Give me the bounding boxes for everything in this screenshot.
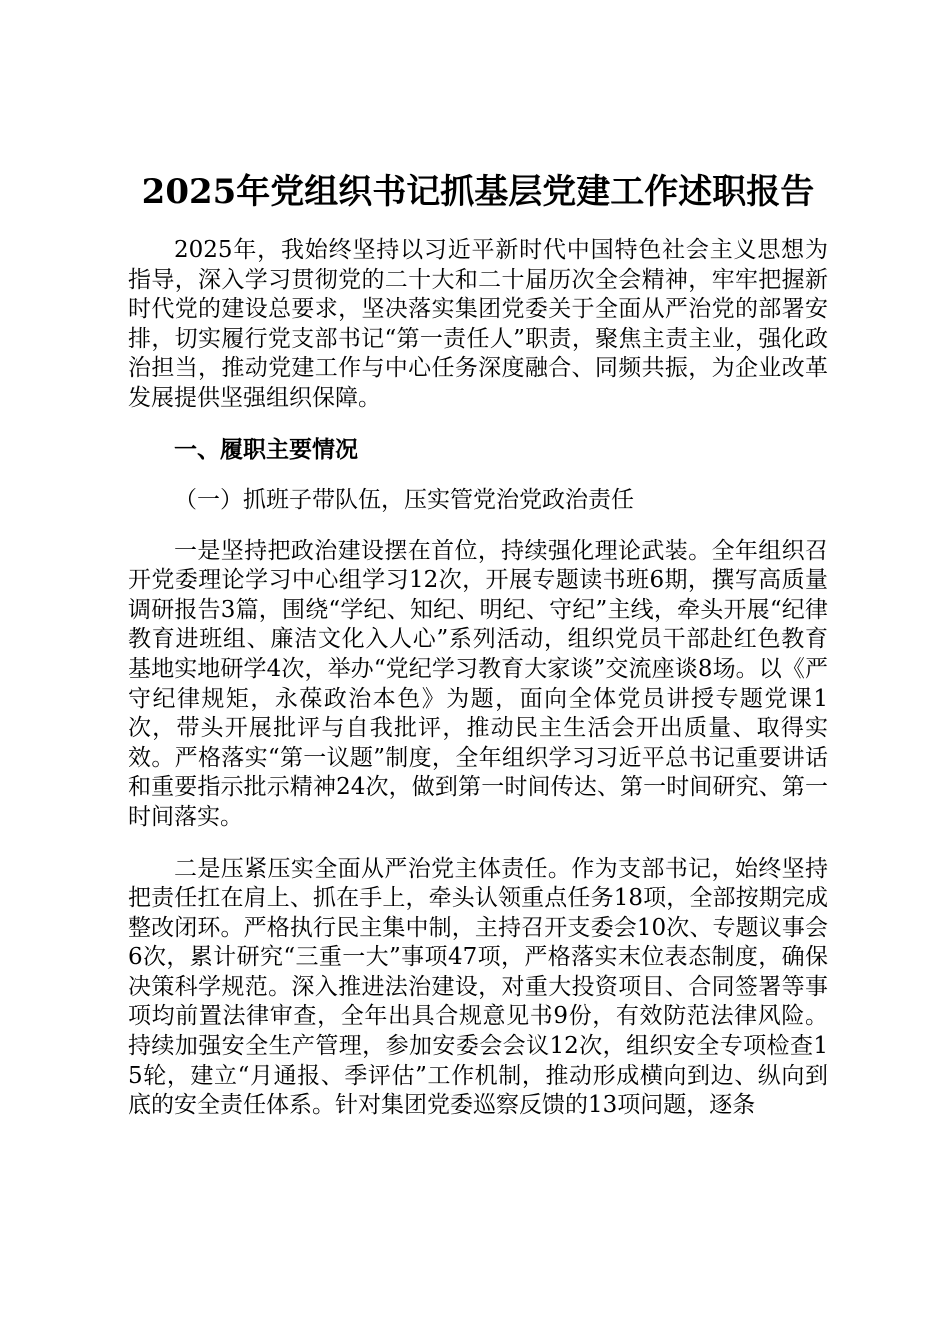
body-paragraph-2: 二是压紧压实全面从严治党主体责任。作为支部书记，始终坚持把责任扛在肩上、抓在手上，牵头认领重点任务18项，全部按期完成整改闭环。严格执行民主集中制，主持召开支委会10次、专题议事会6次，累计研究“三重一大”事项47项，严格落实末位表态制度，确保决策科学规范。深入推进法治建设，对重大投资项目、合同签署等事项均前置法律审查，全年出具合规意见书9份，有效防范法律风险。持续加强安全生产管理，参加安委会会议12次，组织安全专项检查15轮，建立“月通报、季评估”工作机制，推动形成横向到边、纵向到底的安全责任体系。针对集团党委巡察反馈的13项问题，逐条 <box>128 855 828 1119</box>
section-heading: 一、履职主要情况 <box>174 435 358 463</box>
subsection-heading: （一）抓班子带队伍，压实管党治党政治责任 <box>174 486 634 513</box>
body-paragraph-1: 一是坚持把政治建设摆在首位，持续强化理论武装。全年组织召开党委理论学习中心组学习12次，开展专题读书班6期，撰写高质量调研报告3篇，围绕“学纪、知纪、明纪、守纪”主线，牵头开展“纪律教育进班组、廉洁文化入人心”系列活动，组织党员干部赴红色教育基地实地研学4次，举办“党纪学习教育大家谈”交流座谈8场。以《严守纪律规矩，永葆政治本色》为题，面向全体党员讲授专题党课1次，带头开展批评与自我批评，推动民主生活会开出质量、取得实效。严格落实“第一议题”制度，全年组织学习习近平总书记重要讲话和重要指示批示精神24次，做到第一时间传达、第一时间研究、第一时间落实。 <box>128 537 828 830</box>
document-body <box>128 170 828 1121</box>
document-title: 2025年党组织书记抓基层党建工作述职报告 <box>141 172 815 212</box>
intro-paragraph: 2025年，我始终坚持以习近平新时代中国特色社会主义思想为指导，深入学习贯彻党的二十大和二十届历次全会精神，牢牢把握新时代党的建设总要求，坚决落实集团党委关于全面从严治党的部署安排，切实履行党支部书记“第一责任人”职责，聚焦主责主业，强化政治担当，推动党建工作与中心任务深度融合、同频共振，为企业改革发展提供坚强组织保障。 <box>128 237 828 411</box>
